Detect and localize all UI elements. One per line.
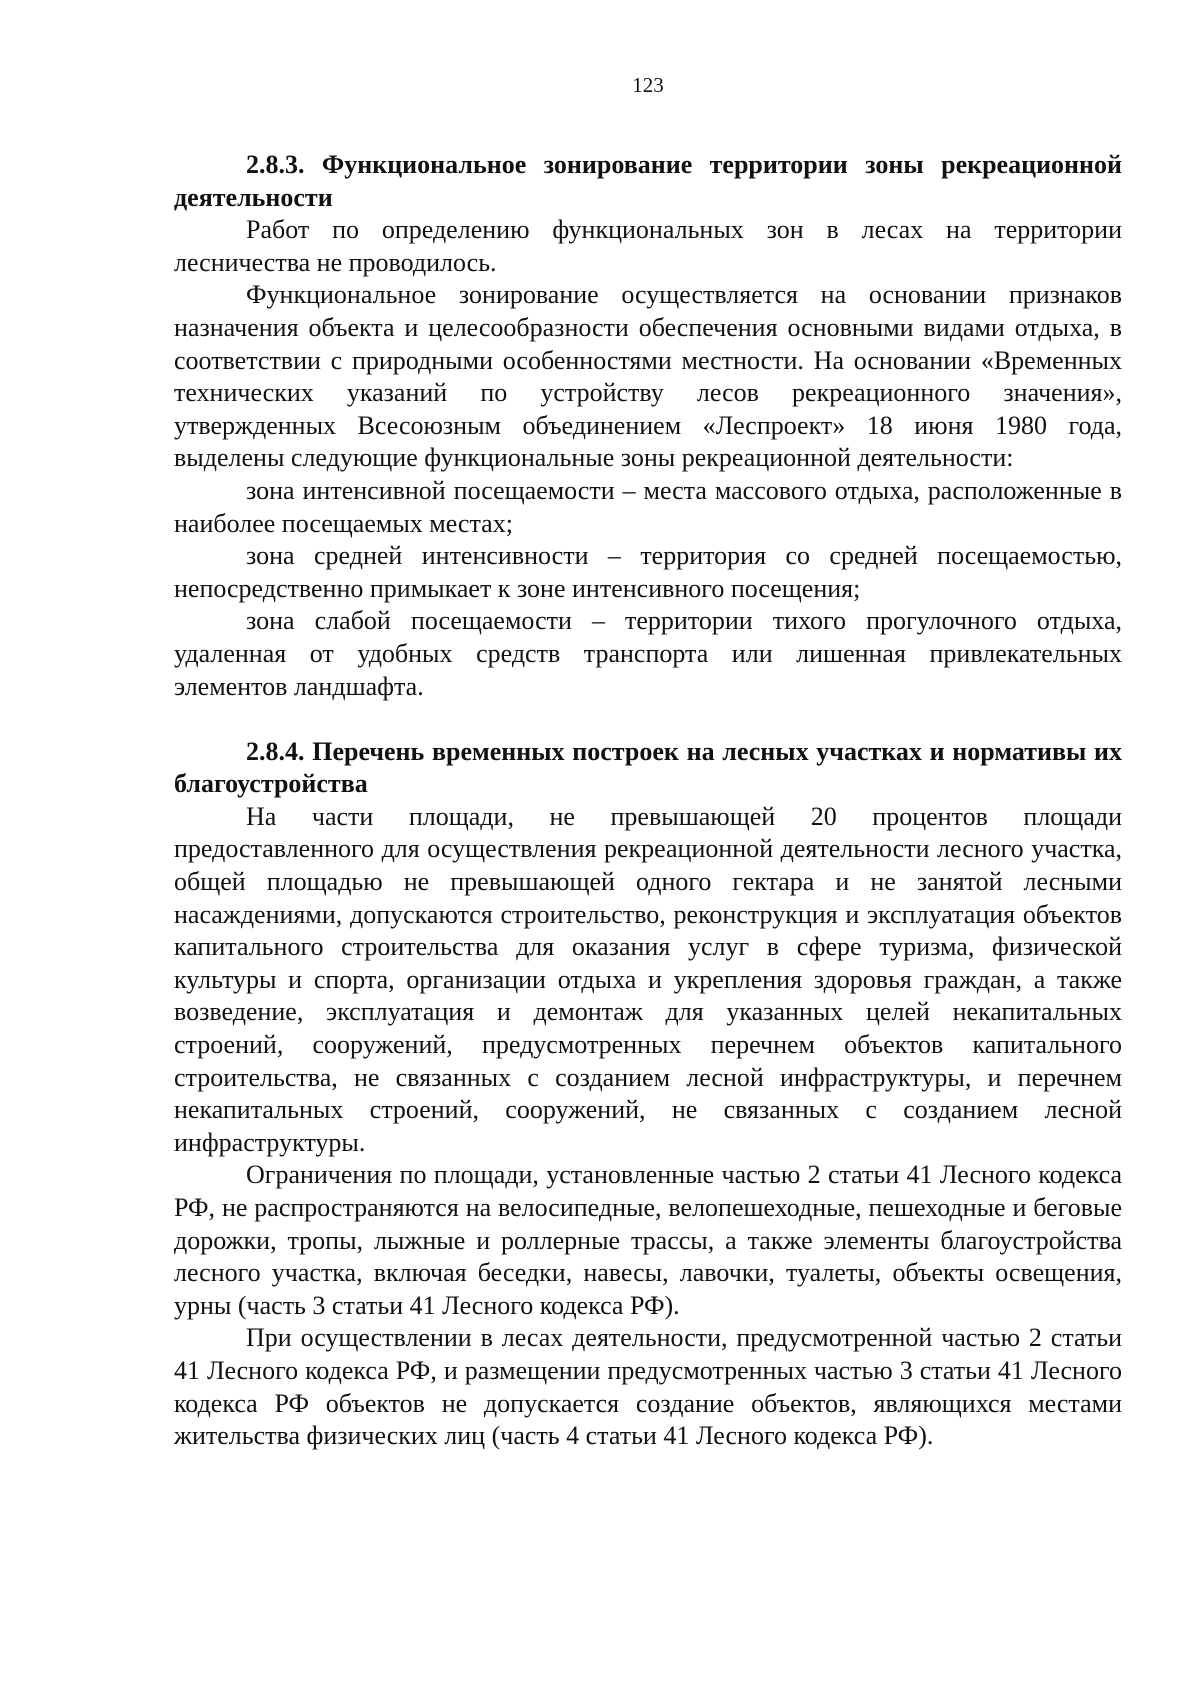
paragraph: зона слабой посещаемости – территории тихого прогулочного отдыха, удаленная от удобных средств транспорта или лишенная привлекательных элементов ландшафта. (174, 606, 1122, 701)
section-2-8-3 (174, 149, 1122, 703)
section-spacer (174, 703, 1122, 736)
paragraph: Функциональное зонирование осуществляется на основании признаков назначения объекта и целесообразности обеспечения основными видами отдыха, в соответствии с природными особенностями местности. На основании «Временных технических указаний по устройству лесов рекреационного значения», утвержденных Всесоюзным объединением «Леспроект» 18 июня 1980 года, выделены следующие функциональные зоны рекреационной деятельности: (174, 280, 1122, 473)
paragraph: На части площади, не превышающей 20 процентов площади предоставленного для осуществления рекреационной деятельности лесного участка, общей площадью не превышающей одного гектара и не занятой лесными насаждениями, допускаются строительство, реконструкция и эксплуатация объектов капитального строительства для оказания услуг в сфере туризма, физической культуры и спорта, организации отдыха и укрепления здоровья граждан, а также возведение, эксплуатация и демонтаж для указанных целей некапитальных строений, сооружений, предусмотренных перечнем объектов капитального строительства, не связанных с созданием лесной инфраструктуры, и перечнем некапитальных строений, сооружений, не связанных с созданием лесной инфраструктуры. (174, 801, 1122, 1157)
paragraph: Ограничения по площади, установленные частью 2 статьи 41 Лесного кодекса РФ, не распространяются на велосипедные, велопешеходные, пешеходные и беговые дорожки, тропы, лыжные и роллерные трассы, а также элементы благоустройства лесного участка, включая беседки, навесы, лавочки, туалеты, объекты освещения, урны (часть 3 статьи 41 Лесного кодекса РФ). (174, 1160, 1122, 1320)
document-body (174, 149, 1122, 1453)
paragraph: При осуществлении в лесах деятельности, предусмотренной частью 2 статьи 41 Лесного кодекса РФ, и размещении предусмотренных частью 3 статьи 41 Лесного кодекса РФ объектов не допускается создание объектов, являющихся местами жительства физических лиц (часть 4 статьи 41 Лесного кодекса РФ). (174, 1323, 1122, 1451)
paragraph: Работ по определению функциональных зон в лесах на территории лесничества не проводилось. (174, 215, 1122, 277)
paragraph: зона средней интенсивности – территория со средней посещаемостью, непосредственно примыкает к зоне интенсивного посещения; (174, 541, 1122, 603)
paragraph: зона интенсивной посещаемости – места массового отдыха, расположенные в наиболее посещаемых местах; (174, 475, 1122, 538)
section-heading: 2.8.3. Функциональное зонирование территории зоны рекреационной деятельности (174, 150, 1122, 212)
page-number: 123 (632, 73, 664, 97)
section-heading: 2.8.4. Перечень временных построек на лесных участках и нормативы их благоустройства (174, 736, 1122, 799)
section-2-8-4 (174, 736, 1122, 1453)
